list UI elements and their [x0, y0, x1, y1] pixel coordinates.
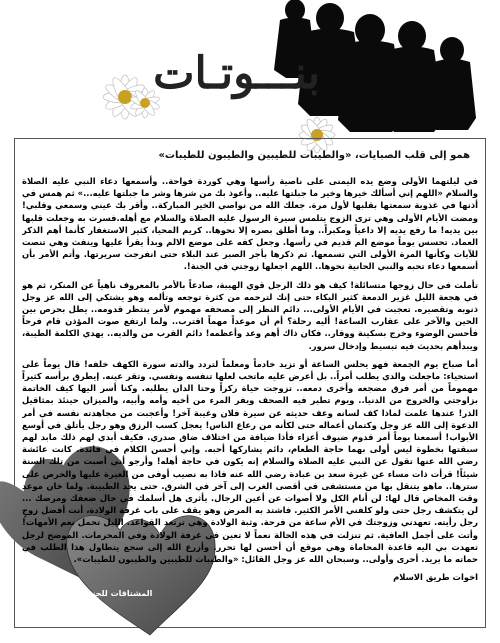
paragraph: تأملت في حال زوجها متسائلة! كيف هو ذلك الرجل قوي الهيبة، صادعاً بالأمر بالمعروف ناهياً عن المنكر، ثم هو في هجعة الليل غزير الدمعة كثير البكاء حتى إنك لترحمه من كثرة توجعه وتألمه وهو يشتكي إلى الله عز وجل ذنوبه وتقصيره. تعجبت في الأيام الأولى... دائم النظر إلى مصحفه مهموم لأمر ينتظر قدومه.. يطل بحرص بين الحين والآخر على عقارب الساعة! أليه رحلة؟ أم أن موعداً مهماً اقترب.. ولما ارتفع صوت المؤذن قام فرحاً فأحسن الوضوء وخرج بسكينة ووقار.. فكان ذاك أهم وعد وأعظمه! دائم القرب من والديه.. يهدي الكلمة الطيبة، ويبدأهم بحديث فيه تبسيط وإدخال سرور.	[22, 279, 478, 351]
signature: اخوات طريق الاسلام	[393, 572, 478, 583]
subtitle: همو إلى قلب الصبايات، «والطيبات للطيبين والطيبون للطيبات»	[158, 150, 470, 161]
heart-label: المشتاقات للجنة	[87, 589, 153, 598]
paragraph: أما صباح يوم الجمعة فهو يحلس الساعة أو تزيد خادماً ومعلماً لتردد والدته سورة الكهف خلفه! قال يوماً على استحياء: ماجعلت والدي يطلب أمراً.. بل أعرض عليه ماتحب لعلها تنفسه ونفسي. وتقر عينه. إيطرق برأسه كثيراً مهموماً من أمر فرق مضجعه وأخرى دمعه.. تزوجت حياة ركراً وحتا الدان يطلبه. وكنا أسر اليها كيف الخاتمة بزاوجتي والخروج من الدنيا.. ويوم تطير فيه الصحف ويفر المرء من أخيه وأمه وأبيه، والميزان حينئذ بمثاقيل الذر! عندها علمت لماذا كف لسانه وعف حديثه عن سيرة فلان وغيبة آخر! وأعجبت من مجاهدته نفسه في أمر الدعوة إلى الله عز وجل وكتمان أعماله حتى لكأنه من رعاع الناس! يعجل كسب الرزق وهو رجل يأتلق في أوسع الأبواب! أسمعنا يوماً أمر قدوم ضيوف أعزاء فأذا ضيافة من اختلاف ضاق صدري. فكيف أبدي لهم ذلك مابد لهم سبقتها بخطوة ليس أولى بهما حاجة الطعام، دائم يشاركها أحبه. وإني أحسن الكلام في فائدة. كانت عائشة رضي الله عنها تقول عن النبي عليه الصلاة والسلام إنه يكون في حاجة أهله! وأرجو أني أصبت من تلك السنة شيئاً! قرأت ذات مساء عن غيرة سعد بن عبادة رضي الله عنه فاذا به نصيب أوفى من الغيرة عليها والحرص على سترها.. ماهو يتنقل بها من مستشفى في أقصى الغرب إلى آخر في الشرق. حتى يجد الطبيبة. ولما خان موعد وقت المخاض قال لها: لن أنام الكل ولا أصوات عن أعين الرجال. يأثرى هل أسلمك في حال ضعفك ومرضك ... لن يتكشف رجل حتى ولو كلفني الأمر الكثير. فاشتد به المرض وهو يقف على باب غرفة الولادة، أنت أفضل زوجٍ رجل رأيته. تعهدني وزوجتك في الأم ساعة من فرحة. وثبة الولادة وهي ترتعد القواعد. الليل تحمل نعم الأمهات! وأتت على أجمل العافية. ثم تنزلت في هذه الحالة نعماً لا تعين في غرفة الولادة وفي المحرمات. الموضح لرجل تعهدت بي اليه قاعدة المحاماة وهي موقع أن أحسن لها تحرر. وأزرع الله إلى سجع يتطاول هذا الطلب في حماته ما يريد. أحرى وأولى.. وسبحان الله عز وجل القائل: «والطيبات للطيبين والطيبون للطيبات».	[22, 358, 478, 565]
article-body	[22, 175, 478, 625]
page-title: بنـــوتـات	[153, 48, 320, 99]
paragraph: في ليلتهما الأولى وضع يده اليمنى على ناصية رأسها وهي كوردة فواحة.. وأسمعها دعاء النبي عليه الصلاة والسلام «اللهم إني أسألك خيرها وخير ما جبلتها عليه.. وأعوذ بك من شرها وشر ما جبلتها عليه...» ثم همس في أذنها في غذوية سمعتها بقلبها لأول مرة. جعلك الله من نواصي الخير المباركة.. وأقر بك عيني وسمعي وقلبي! ومضت الأيام الأولى وهي ترى الزوج يتلمس سيرة الرسول عليه الصلاة والسلام مع أهله.فسرت به وجعلت قلبها بين يديه! ما رفع يديه إلا داعياً ومكبراً.. وما أطلق بصره إلا نحوها.. كريم المحيا، كثير الاستغفار كأنما أهم الذكر العماد. تحسس يوماً موضع الم قديم في رأسها. وجعل كفه على موضع الالم وبدأ يقرأ عليها وينفث وهي تنصت للآيات وكأنها المرة الأولى التي تسمعها. ثم ذكرها بأجر الصبر عند البلاء حتى انفرجت سريرتها. وأتم الأمر بأن أسمعها دعاء تحبه والنبي الحانية نحوها.. اللهم اجعلها زوجتي في الجنة!.	[22, 176, 478, 272]
